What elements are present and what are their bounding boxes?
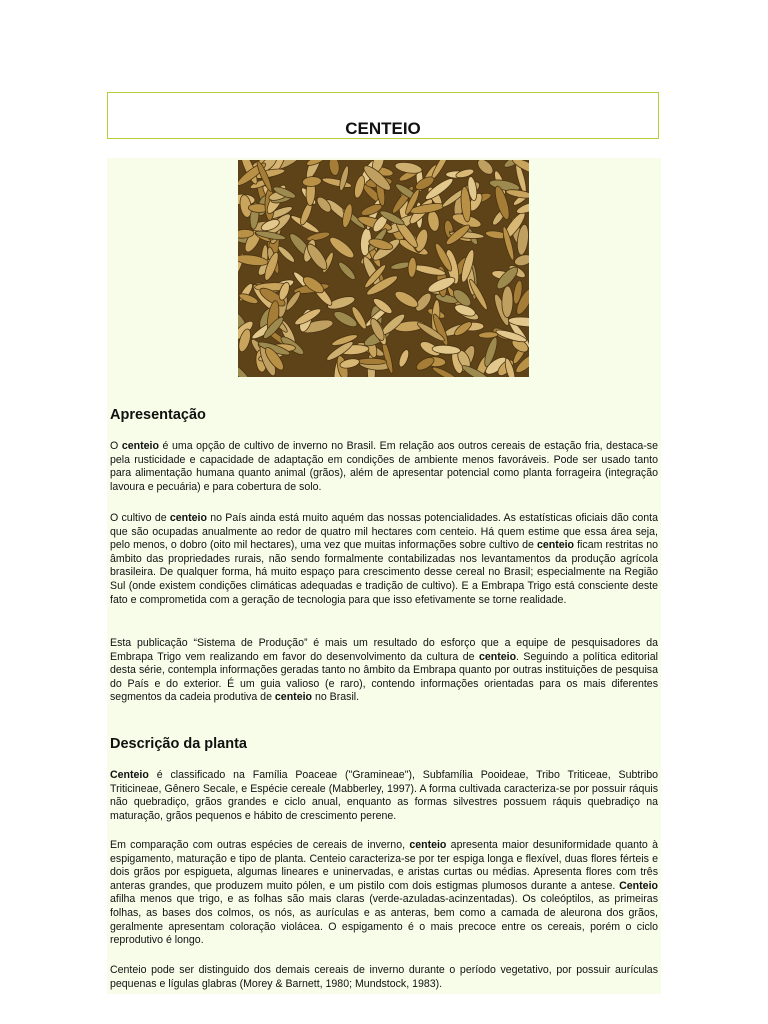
bold-term: Centeio	[110, 769, 149, 781]
bold-term: centeio	[409, 839, 447, 851]
title-box	[107, 92, 659, 139]
heading-descricao-da-planta: Descrição da planta	[110, 736, 247, 752]
bold-term: centeio	[478, 650, 517, 663]
bold-term: centeio	[169, 512, 207, 524]
bold-term: centeio	[274, 691, 312, 704]
paragraph: O cultivo de centeio no País ainda está muito aquém das nossas potencialidades. As estatísticas oficiais dão conta que são ocupadas anualmente ao redor de quatro mil hectares com centeio. Há quem estime que essa área seja, pelo menos, o dobro (oito mil hectares), uma vez que muitas informações sobre cultivo de centeio ficam restritas no âmbito das propriedades rurais, não sendo formalmente contabilizadas nos levantamentos da produção agrícola brasileira. De qualquer forma, há muito espaço para crescimento desse cereal no Brasil; especialmente na Região Sul (onde existem condições climáticas adequadas e tradição de cultivo). E a Embrapa Trigo está consciente deste fato e comprometida com a geração de tecnologia para que isso efetivamente se torne realidade.	[110, 512, 658, 606]
content-area	[107, 158, 661, 994]
bold-term: centeio	[536, 539, 575, 552]
grain	[502, 286, 514, 318]
paragraph: Em comparação com outras espécies de cereais de inverno, centeio apresenta maior desuniformidade quanto à espigamento, maturação e tipo de planta. Centeio caracteriza-se por ter espiga longa e flexível, duas flores férteis e dois grãos por espigueta, algumas lineares e uninervadas, e aristas curtas ou médias. Apresenta flores com três anteras grandes, que produzem muito pólen, e um pistilo com dois estigmas plumosos durante a antese. Centeio afilha menos que trigo, e as folhas são mais claras (verde-azuladas-acinzentadas). Os coleóptilos, as primeiras folhas, as bases dos colmos, os nós, as aurículas e as anteras, bem como a camada de aleurona dos grãos, geralmente apresentam coloração violácea. O espigamento é o mais precoce entre os cereais, porém o ciclo reprodutivo é longo.	[110, 839, 658, 947]
heading-apresentacao: Apresentação	[110, 407, 206, 423]
rye-grains-image	[238, 160, 529, 377]
grain	[357, 358, 387, 365]
rye-grains-photo	[238, 160, 529, 377]
paragraph: Esta publicação “Sistema de Produção” é mais um resultado do esforço que a equipe de pesquisadores da Embrapa Trigo vem realizando em favor do desenvolvimento da cultura de centeio. Seguindo a política editorial desta série, contempla informações geradas tanto no âmbito da Embrapa quanto por outras instituições de pesquisa do País e do exterior. É um guia valioso (e raro), contendo informações orientadas para os mais diferentes segmentos da cadeia produtiva de centeio no Brasil.	[110, 637, 658, 704]
paragraph: O centeio é uma opção de cultivo de inverno no Brasil. Em relação aos outros cereais de estação fria, destaca-se pela rusticidade e capacidade de adaptação em condições de ambiente menos favoráveis. Pode ser usado tanto para alimentação humana quanto animal (grãos), além de apresentar potencial como planta forrageira (integração lavoura e pecuária) e para cobertura de solo.	[110, 440, 658, 493]
bold-term: centeio	[121, 440, 159, 452]
page-title: CENTEIO	[345, 119, 421, 138]
bold-term: Centeio	[619, 879, 658, 892]
paragraph: Centeio é classificado na Família Poaceae ("Gramineae"), Subfamília Pooideae, Tribo Triticeae, Subtribo Triticineae, Gênero Secale, e Espécie cereale (Mabberley, 1997). A forma cultivada caracteriza-se por possuir ráquis não quebradiço, grãos grandes e ciclo anual, enquanto as formas silvestres possuem ráquis quebradiço na maturação, grãos pequenos e hábito de crescimento perene.	[110, 769, 658, 822]
paragraph: Centeio pode ser distinguido dos demais cereais de inverno durante o período vegetativo, por possuir aurículas pequenas e lígulas glabras (Morey & Barnett, 1980; Mundstock, 1983).	[110, 964, 658, 990]
